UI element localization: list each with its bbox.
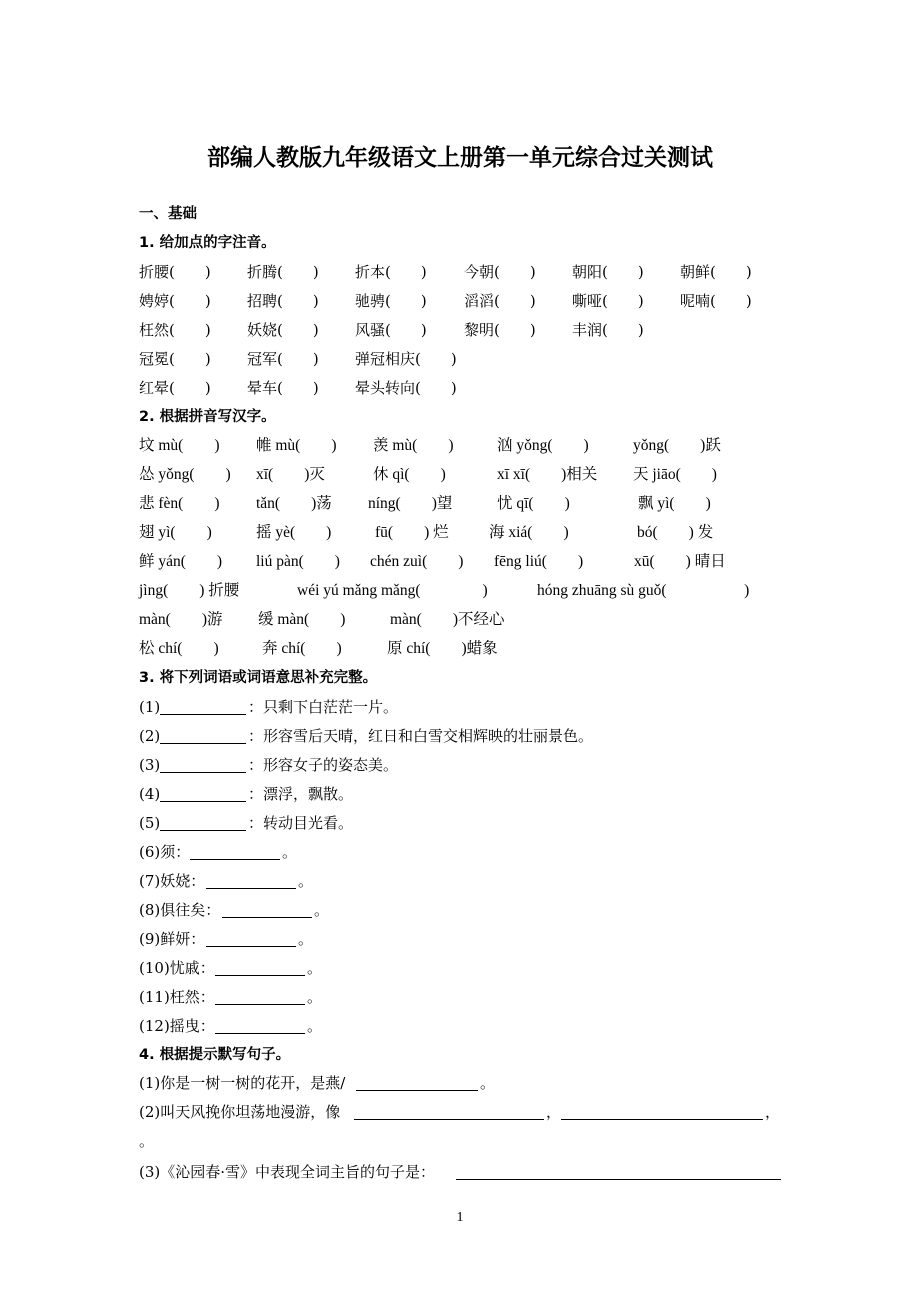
- q3-answer-blank[interactable]: [160, 743, 246, 744]
- q2-item: wéi yú mǎng mǎng( ): [297, 582, 488, 599]
- q4-s2-blank-1[interactable]: [354, 1119, 544, 1120]
- q1-item: 朝鲜( ): [680, 263, 752, 281]
- q4-heading: 4. 根据提示默写句子。: [139, 1047, 291, 1063]
- q4-s2-prefix: (2)叫天风挽你坦荡地漫游，像: [139, 1103, 341, 1121]
- q4-s3-blank[interactable]: [456, 1179, 781, 1180]
- q1-item: 滔滔( ): [464, 292, 536, 310]
- q3-item-label: (10)忧戚：: [139, 959, 215, 977]
- q3-item-end: 。: [307, 1017, 323, 1035]
- q2-item: bó( ) 发: [637, 524, 714, 541]
- q2-item: fēng liú( ): [494, 553, 584, 570]
- q1-item: 丰润( ): [572, 321, 644, 339]
- q3-item-text: ：形容雪后天晴，红日和白雪交相辉映的壮丽景色。: [248, 727, 594, 745]
- q1-item: 妖娆( ): [247, 321, 319, 339]
- q1-item: 招聘( ): [247, 292, 319, 310]
- q1-item: 弹冠相庆( ): [355, 350, 457, 368]
- q2-item: 天 jiāo( ): [633, 466, 717, 483]
- q2-item: xī xī( )相关: [497, 466, 598, 483]
- q3-heading: 3. 将下列词语或词语意思补充完整。: [139, 670, 378, 686]
- q3-item-text: ：只剩下白茫茫一片。: [248, 698, 399, 716]
- q2-item: níng( )望: [368, 495, 453, 512]
- q3-answer-blank[interactable]: [160, 801, 246, 802]
- q2-item: 悲 fèn( ): [139, 495, 220, 512]
- q3-answer-blank[interactable]: [206, 888, 296, 889]
- q1-item: 晕头转向( ): [355, 379, 457, 397]
- q3-item-end: 。: [282, 843, 298, 861]
- q3-item-number: (2): [139, 727, 161, 745]
- q3-item-end: 。: [307, 988, 323, 1006]
- q4-s2-mid: ，: [546, 1103, 562, 1121]
- q3-answer-blank[interactable]: [160, 714, 246, 715]
- q1-item: 折腰( ): [139, 263, 211, 281]
- q2-item: 摇 yè( ): [256, 524, 332, 541]
- q1-item: 晕车( ): [247, 379, 319, 397]
- q1-item: 嘶哑( ): [572, 292, 644, 310]
- q3-item-text: ：转动目光看。: [248, 814, 354, 832]
- q1-item: 冠冕( ): [139, 350, 211, 368]
- q4-s1-prefix: (1)你是一树一树的花开，是燕/: [139, 1074, 346, 1092]
- q2-item: hóng zhuāng sù guǒ( ): [537, 582, 750, 599]
- q1-item: 今朝( ): [464, 263, 536, 281]
- q2-item: liú pàn( ): [256, 553, 340, 570]
- q1-item: 黎明( ): [464, 321, 536, 339]
- q3-item-text: ：形容女子的姿态美。: [248, 756, 399, 774]
- q1-item: 折本( ): [355, 263, 427, 281]
- q2-item: xī( )灭: [256, 466, 325, 483]
- q2-item: chén zuì( ): [370, 553, 464, 570]
- q4-s3-prefix: (3)《沁园春·雪》中表现全词主旨的句子是：: [139, 1163, 436, 1181]
- q2-item: 羡 mù( ): [373, 437, 454, 454]
- q3-item-end: 。: [307, 959, 323, 977]
- section-heading: 一、基础: [139, 206, 197, 222]
- q2-item: 汹 yǒng( ): [497, 437, 589, 454]
- q4-s2-end: ，: [765, 1103, 781, 1121]
- q2-item: yǒng( )跃: [633, 437, 721, 454]
- q3-answer-blank[interactable]: [215, 975, 305, 976]
- q3-item-label: (11)枉然：: [139, 988, 215, 1006]
- q3-item-label: (9)鲜妍：: [139, 930, 206, 948]
- q3-item-number: (1): [139, 698, 161, 716]
- q1-item: 风骚( ): [355, 321, 427, 339]
- q2-item: 坟 mù( ): [139, 437, 220, 454]
- q3-item-label: (8)俱往矣：: [139, 901, 221, 919]
- q3-answer-blank[interactable]: [160, 772, 246, 773]
- q3-answer-blank[interactable]: [215, 1004, 305, 1005]
- q2-item: fū( ) 烂: [375, 524, 449, 541]
- q2-item: 缓 màn( ): [258, 611, 346, 628]
- q4-s2-blank-2[interactable]: [561, 1119, 763, 1120]
- q4-sentence-1: [139, 1073, 345, 1093]
- q2-item: 鲜 yán( ): [139, 553, 223, 570]
- q2-item: xū( ) 晴日: [634, 553, 726, 570]
- q1-item: 折腾( ): [247, 263, 319, 281]
- q2-item: 翅 yì( ): [139, 524, 212, 541]
- page-number: 1: [456, 1210, 464, 1225]
- q2-item: 松 chí( ): [139, 640, 219, 657]
- q3-item-number: (4): [139, 785, 161, 803]
- q3-item-end: 。: [314, 901, 330, 919]
- q3-answer-blank[interactable]: [190, 859, 280, 860]
- q2-item: 飘 yì( ): [638, 495, 711, 512]
- q3-answer-blank[interactable]: [160, 830, 246, 831]
- q2-item: màn( )游: [139, 611, 223, 628]
- q1-item: 呢喃( ): [680, 292, 752, 310]
- q4-s1-end: 。: [480, 1074, 496, 1092]
- q2-item: jìng( ) 折腰: [139, 582, 240, 599]
- q4-s1-blank[interactable]: [356, 1090, 478, 1091]
- q3-item-label: (12)摇曳：: [139, 1017, 215, 1035]
- q2-item: 原 chí( )蜡象: [387, 640, 498, 657]
- page-title: 部编人教版九年级语文上册第一单元综合过关测试: [207, 145, 713, 171]
- q3-item-end: 。: [298, 872, 314, 890]
- q3-item-number: (3): [139, 756, 161, 774]
- q3-item-label: (6)须：: [139, 843, 191, 861]
- q1-heading: 1. 给加点的字注音。: [139, 235, 276, 251]
- q3-answer-blank[interactable]: [222, 917, 312, 918]
- q1-item: 枉然( ): [139, 321, 211, 339]
- q1-item: 红晕( ): [139, 379, 211, 397]
- q1-item: 冠军( ): [247, 350, 319, 368]
- q3-item-text: ：漂浮，飘散。: [248, 785, 354, 803]
- q2-item: 帷 mù( ): [256, 437, 337, 454]
- q3-item-end: 。: [298, 930, 314, 948]
- q3-answer-blank[interactable]: [206, 946, 296, 947]
- q2-item: 奔 chí( ): [262, 640, 342, 657]
- q2-item: 休 qì( ): [373, 466, 446, 483]
- q1-item: 朝阳( ): [572, 263, 644, 281]
- q1-item: 娉婷( ): [139, 292, 211, 310]
- q2-item: tǎn( )荡: [256, 495, 332, 512]
- q2-item: 怂 yǒng( ): [139, 466, 231, 483]
- q2-item: màn( )不经心: [390, 611, 505, 628]
- q3-item-label: (7)妖娆：: [139, 872, 206, 890]
- q2-item: 海 xiá( ): [489, 524, 569, 541]
- q1-item: 驰骋( ): [355, 292, 427, 310]
- q2-heading: 2. 根据拼音写汉字。: [139, 409, 276, 425]
- q3-item-number: (5): [139, 814, 161, 832]
- q3-answer-blank[interactable]: [215, 1033, 305, 1034]
- q4-s2-next: 。: [139, 1132, 155, 1150]
- q2-item: 忧 qī( ): [497, 495, 570, 512]
